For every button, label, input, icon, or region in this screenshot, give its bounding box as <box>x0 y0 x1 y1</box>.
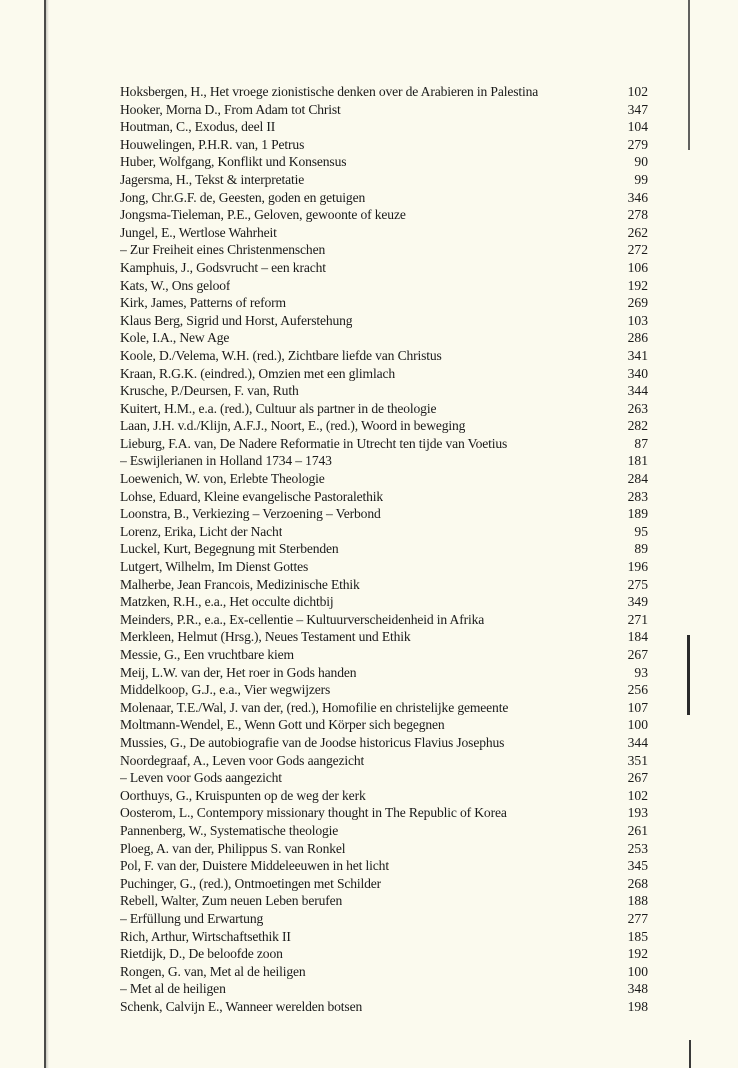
index-entry <box>120 857 648 875</box>
index-entry <box>120 787 648 805</box>
entry-page-number: 347 <box>627 101 648 117</box>
entry-page-number: 104 <box>627 119 648 135</box>
entry-title: Rietdijk, D., De beloofde zoon <box>120 946 283 962</box>
page-right-edge-top <box>688 0 690 150</box>
entry-title: Lorenz, Erika, Licht der Nacht <box>120 523 283 539</box>
index-entry <box>120 998 648 1016</box>
index-entry <box>120 452 648 470</box>
entry-page-number: 181 <box>627 453 648 469</box>
entry-title: Luckel, Kurt, Begegnung mit Sterbenden <box>120 541 339 557</box>
entry-page-number: 277 <box>627 910 648 926</box>
entry-page-number: 340 <box>627 365 648 381</box>
entry-title: Mussies, G., De autobiografie van de Joodse historicus Flavius Josephus <box>120 734 505 750</box>
index-entry <box>120 804 648 822</box>
entry-page-number: 282 <box>627 418 648 434</box>
entry-title: Ploeg, A. van der, Philippus S. van Ronkel <box>120 840 346 856</box>
entry-title: Lohse, Eduard, Kleine evangelische Pastoralethik <box>120 488 384 504</box>
index-entry <box>120 206 648 224</box>
index-entry <box>120 980 648 998</box>
entry-title: Huber, Wolfgang, Konflikt und Konsensus <box>120 154 347 170</box>
entry-title: Krusche, P./Deursen, F. van, Ruth <box>120 383 299 399</box>
entry-title: Puchinger, G., (red.), Ontmoetingen met Schilder <box>120 875 382 891</box>
entry-page-number: 196 <box>627 559 648 575</box>
entry-page-number: 87 <box>634 435 648 451</box>
entry-title: Houwelingen, P.H.R. van, 1 Petrus <box>120 136 305 152</box>
entry-page-number: 267 <box>627 647 648 662</box>
index-entry <box>120 435 648 453</box>
entry-title: Moltmann-Wendel, E., Wenn Gott und Körper sich begegnen <box>120 717 445 733</box>
index-entry <box>120 576 648 594</box>
index-entry <box>120 822 648 840</box>
entry-page-number: 349 <box>627 594 648 610</box>
index-entry <box>120 769 648 787</box>
entry-title: Meinders, P.R., e.a., Ex-cellentie – Kultuurverscheidenheid in Afrika <box>120 611 485 627</box>
index-entry <box>120 312 648 330</box>
entry-title: Molenaar, T.E./Wal, J. van der, (red.), Homofilie en christelijke gemeente <box>120 699 509 715</box>
book-index-list <box>120 83 648 1015</box>
index-entry <box>120 277 648 295</box>
entry-title: Pol, F. van der, Duistere Middeleeuwen in het licht <box>120 858 389 874</box>
entry-page-number: 192 <box>627 946 648 962</box>
entry-title: Hooker, Morna D., From Adam tot Christ <box>120 101 341 117</box>
index-entry <box>120 523 648 541</box>
entry-page-number: 102 <box>627 787 648 803</box>
index-entry <box>120 611 648 629</box>
entry-title: Kamphuis, J., Godsvrucht – een kracht <box>120 259 326 275</box>
entry-page-number: 188 <box>627 893 648 909</box>
index-entry <box>120 365 648 383</box>
index-entry <box>120 875 648 893</box>
entry-title: Jagersma, H., Tekst & interpretatie <box>120 171 305 187</box>
entry-title: Pannenberg, W., Systematische theologie <box>120 822 339 838</box>
entry-page-number: 279 <box>627 136 648 152</box>
index-entry <box>120 101 648 119</box>
entry-title: Malherbe, Jean Francois, Medizinische Ethik <box>120 576 360 592</box>
entry-page-number: 106 <box>627 259 648 275</box>
entry-title: Laan, J.H. v.d./Klijn, A.F.J., Noort, E., (red.), Woord in beweging <box>120 418 466 434</box>
index-entry <box>120 294 648 312</box>
entry-page-number: 102 <box>627 84 648 99</box>
entry-page-number: 192 <box>627 277 648 293</box>
entry-title: Kole, I.A., New Age <box>120 330 230 346</box>
entry-title: Rongen, G. van, Met al de heiligen <box>120 963 306 979</box>
entry-page-number: 344 <box>627 383 648 399</box>
entry-title: Klaus Berg, Sigrid und Horst, Auferstehung <box>120 312 353 328</box>
entry-title: Jongsma-Tieleman, P.E., Geloven, gewoonte of keuze <box>120 207 406 223</box>
page-left-shadow <box>46 0 49 1068</box>
index-entry <box>120 540 648 558</box>
index-entry <box>120 945 648 963</box>
entry-page-number: 189 <box>627 506 648 522</box>
entry-page-number: 344 <box>627 734 648 750</box>
entry-page-number: 90 <box>634 154 648 170</box>
entry-title: Merkleen, Helmut (Hrsg.), Neues Testament und Ethik <box>120 629 411 645</box>
entry-page-number: 256 <box>627 682 648 698</box>
index-entry <box>120 153 648 171</box>
entry-title: Rich, Arthur, Wirtschaftsethik II <box>120 928 291 944</box>
entry-page-number: 341 <box>627 347 648 363</box>
entry-title: Meij, L.W. van der, Het roer in Gods handen <box>120 664 357 680</box>
entry-page-number: 272 <box>627 242 648 258</box>
index-entry <box>120 136 648 154</box>
index-entry <box>120 488 648 506</box>
index-entry <box>120 417 648 435</box>
entry-title: Koole, D./Velema, W.H. (red.), Zichtbare liefde van Christus <box>120 347 442 363</box>
entry-page-number: 198 <box>627 998 648 1014</box>
index-entry <box>120 699 648 717</box>
index-entry <box>120 716 648 734</box>
entry-title: Oorthuys, G., Kruispunten op de weg der kerk <box>120 787 366 803</box>
entry-page-number: 351 <box>627 752 648 768</box>
entry-page-number: 348 <box>627 981 648 997</box>
entry-title: – Erfüllung und Erwartung <box>120 910 264 926</box>
entry-title: Kirk, James, Patterns of reform <box>120 295 286 311</box>
entry-page-number: 284 <box>627 471 648 487</box>
entry-page-number: 267 <box>627 770 648 786</box>
entry-title: Matzken, R.H., e.a., Het occulte dichtbij <box>120 594 334 610</box>
entry-title: Oosterom, L., Contempory missionary thought in The Republic of Korea <box>120 805 507 821</box>
entry-page-number: 100 <box>627 963 648 979</box>
index-entry <box>120 83 648 101</box>
entry-page-number: 103 <box>627 312 648 328</box>
entry-title: Kuitert, H.M., e.a. (red.), Cultuur als partner in de theologie <box>120 400 437 416</box>
entry-page-number: 269 <box>627 295 648 311</box>
entry-page-number: 89 <box>634 541 648 557</box>
entry-page-number: 107 <box>627 699 648 715</box>
page-right-edge-mark <box>687 635 690 715</box>
entry-page-number: 99 <box>634 171 648 187</box>
entry-title: Schenk, Calvijn E., Wanneer werelden botsen <box>120 998 363 1014</box>
entry-page-number: 261 <box>627 822 648 838</box>
entry-title: Jong, Chr.G.F. de, Geesten, goden en getuigen <box>120 189 366 205</box>
index-entry <box>120 189 648 207</box>
entry-page-number: 253 <box>627 840 648 856</box>
entry-page-number: 93 <box>634 664 648 680</box>
index-entry <box>120 224 648 242</box>
entry-page-number: 95 <box>634 523 648 539</box>
entry-page-number: 263 <box>627 400 648 416</box>
index-entry <box>120 347 648 365</box>
entry-title: Rebell, Walter, Zum neuen Leben berufen <box>120 893 343 909</box>
entry-title: Noordegraaf, A., Leven voor Gods aangezicht <box>120 752 365 768</box>
index-entry <box>120 259 648 277</box>
entry-title: – Zur Freiheit eines Christenmenschen <box>120 242 326 258</box>
entry-page-number: 185 <box>627 928 648 944</box>
entry-title: – Leven voor Gods aangezicht <box>120 770 282 786</box>
entry-title: Lieburg, F.A. van, De Nadere Reformatie in Utrecht ten tijde van Voetius <box>120 435 508 451</box>
entry-page-number: 271 <box>627 611 648 627</box>
entry-title: Messie, G., Een vruchtbare kiem <box>120 647 294 662</box>
index-entry <box>120 505 648 523</box>
entry-title: Hoksbergen, H., Het vroege zionistische denken over de Arabieren in Palestina <box>120 84 539 99</box>
entry-page-number: 100 <box>627 717 648 733</box>
index-entry <box>120 241 648 259</box>
index-entry <box>120 646 648 664</box>
entry-title: Lutgert, Wilhelm, Im Dienst Gottes <box>120 559 309 575</box>
entry-title: Kats, W., Ons geloof <box>120 277 231 293</box>
index-entry <box>120 118 648 136</box>
index-entry <box>120 593 648 611</box>
entry-page-number: 268 <box>627 875 648 891</box>
entry-page-number: 345 <box>627 858 648 874</box>
entry-page-number: 262 <box>627 224 648 240</box>
entry-title: Middelkoop, G.J., e.a., Vier wegwijzers <box>120 682 331 698</box>
index-entry <box>120 752 648 770</box>
index-entry <box>120 681 648 699</box>
index-entry <box>120 910 648 928</box>
index-entry <box>120 329 648 347</box>
entry-page-number: 184 <box>627 629 648 645</box>
index-entry <box>120 558 648 576</box>
index-entry <box>120 892 648 910</box>
page-right-edge-bottom <box>689 1040 691 1068</box>
index-entry <box>120 963 648 981</box>
entry-page-number: 275 <box>627 576 648 592</box>
index-entry <box>120 928 648 946</box>
entry-page-number: 283 <box>627 488 648 504</box>
entry-title: Kraan, R.G.K. (eindred.), Omzien met een glimlach <box>120 365 395 381</box>
index-entry <box>120 382 648 400</box>
index-entry <box>120 628 648 646</box>
entry-title: Loonstra, B., Verkiezing – Verzoening – Verbond <box>120 506 381 522</box>
entry-title: – Eswijlerianen in Holland 1734 – 1743 <box>120 453 332 469</box>
entry-page-number: 193 <box>627 805 648 821</box>
entry-title: Houtman, C., Exodus, deel II <box>120 119 276 135</box>
entry-page-number: 346 <box>627 189 648 205</box>
entry-page-number: 278 <box>627 207 648 223</box>
index-entry <box>120 664 648 682</box>
entry-title: – Met al de heiligen <box>120 981 226 997</box>
index-entry <box>120 400 648 418</box>
entry-title: Loewenich, W. von, Erlebte Theologie <box>120 471 325 487</box>
index-entry <box>120 840 648 858</box>
entry-page-number: 286 <box>627 330 648 346</box>
entry-title: Jungel, E., Wertlose Wahrheit <box>120 224 277 240</box>
index-entry <box>120 470 648 488</box>
index-entry <box>120 171 648 189</box>
index-entry <box>120 734 648 752</box>
